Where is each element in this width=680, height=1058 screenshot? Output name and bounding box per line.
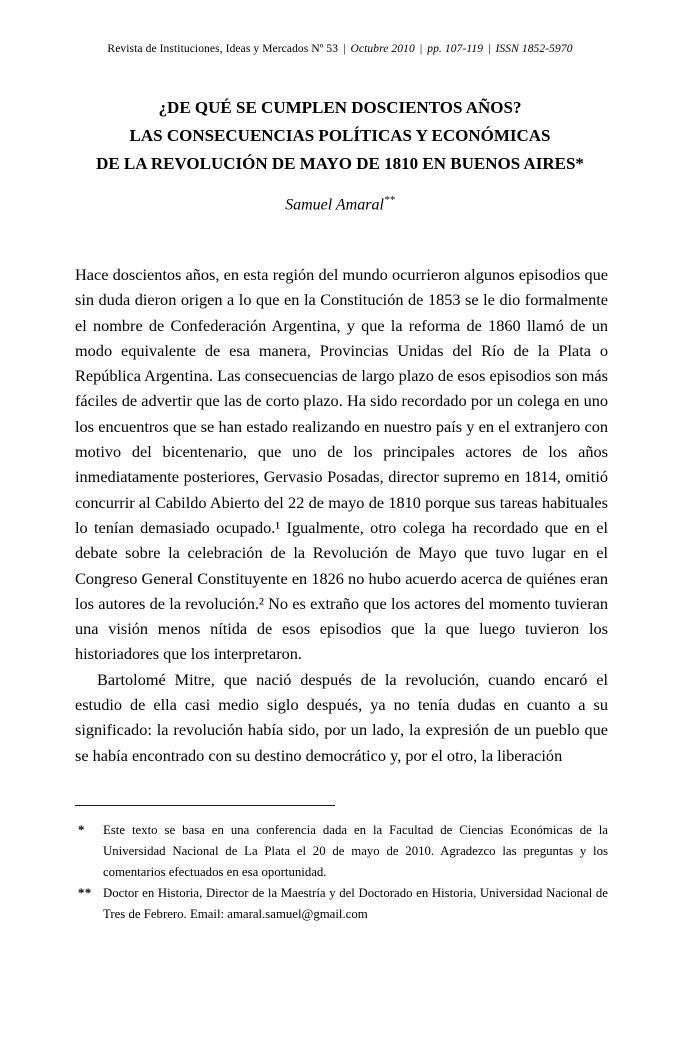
header-separator: | — [343, 43, 346, 55]
body-paragraph-1: Hace doscientos años, en esta región del mundo ocurrieron algunos episodios que sin duda dieron origen a lo que en la Constitución de 1853 se le dio formalmente el nombre de Confederación Argentina, y que la reforma de 1860 llamó de un modo equivalente de esa manera, Provincias Unidas del Río de la Plata o República Argentina. Las consecuencias de largo plazo de esos episodios son más fáciles de advertir que las de corto plazo. Ha sido recordado por un colega en uno los encuentros que se han estado realizando en nuestro país y en el extranjero con motivo del bicentenario, que uno de los principales actores de los años inmediatamente posteriores, Gervasio Posadas, director supremo en 1814, omitió concurrir al Cabildo Abierto del 22 de mayo de 1810 porque sus tareas habituales lo tenían demasiado ocupado.¹ Igualmente, otro colega ha recordado que en el debate sobre la celebración de la Revolución de Mayo que tuvo lugar en el Congreso General Constituyente en 1826 no hubo acuerdo acerca de quiénes eran los autores de la revolución.² No es extraño que los actores del momento tuvieran una visión menos nítida de esos episodios que la que luego tuvieron los historiadores que los interpretaron. — [75, 265, 608, 664]
article-title — [30, 94, 650, 178]
footnote-text: Este texto se basa en una conferencia dada en la Facultad de Ciencias Económicas de la Universidad Nacional de La Plata el 20 de mayo de 2010. Agradezco las preguntas y los comentarios efectuados en esa oportunidad. — [103, 823, 608, 879]
footnote-marker: ** — [78, 886, 92, 900]
footnote-separator-rule — [75, 805, 335, 806]
title-line-3: DE LA REVOLUCIÓN DE MAYO DE 1810 EN BUENOS AIRES* — [96, 154, 584, 173]
journal-issue-date: Octubre 2010 — [350, 43, 415, 55]
author-line — [0, 194, 680, 214]
header-separator: | — [419, 43, 423, 55]
journal-pages: pp. 107-119 — [427, 43, 484, 55]
body-paragraph-2: Bartolomé Mitre, que nació después de la revolución, cuando encaró el estudio de ella casi medio siglo después, ya no tenía dudas en cuanto a su significado: la revolución había sido, por un lado, la expresión de un pueblo que se había encontrado con su destino democrático y, por el otro, la liberación — [75, 669, 608, 765]
journal-name: Revista de Instituciones, Ideas y Mercados Nº 53 — [107, 43, 339, 55]
author-footnote-marker: ** — [383, 194, 395, 206]
journal-header — [0, 43, 680, 55]
title-line-1: ¿DE QUÉ SE CUMPLEN DOSCIENTOS AÑOS? — [158, 98, 522, 117]
author-name: Samuel Amaral — [285, 196, 384, 214]
article-body — [75, 262, 608, 768]
title-line-2: LAS CONSECUENCIAS POLÍTICAS Y ECONÓMICAS — [129, 126, 551, 145]
footnote-item — [78, 820, 608, 883]
footnote-marker: * — [78, 823, 85, 837]
journal-issn: ISSN 1852-5970 — [495, 43, 573, 55]
footnote-item — [78, 883, 608, 925]
footnotes — [78, 820, 608, 925]
header-separator: | — [488, 43, 491, 55]
footnote-text: Doctor en Historia, Director de la Maestría y del Doctorado en Historia, Universidad Nacional de Tres de Febrero. Email: amaral.samuel@gmail.com — [103, 886, 608, 921]
